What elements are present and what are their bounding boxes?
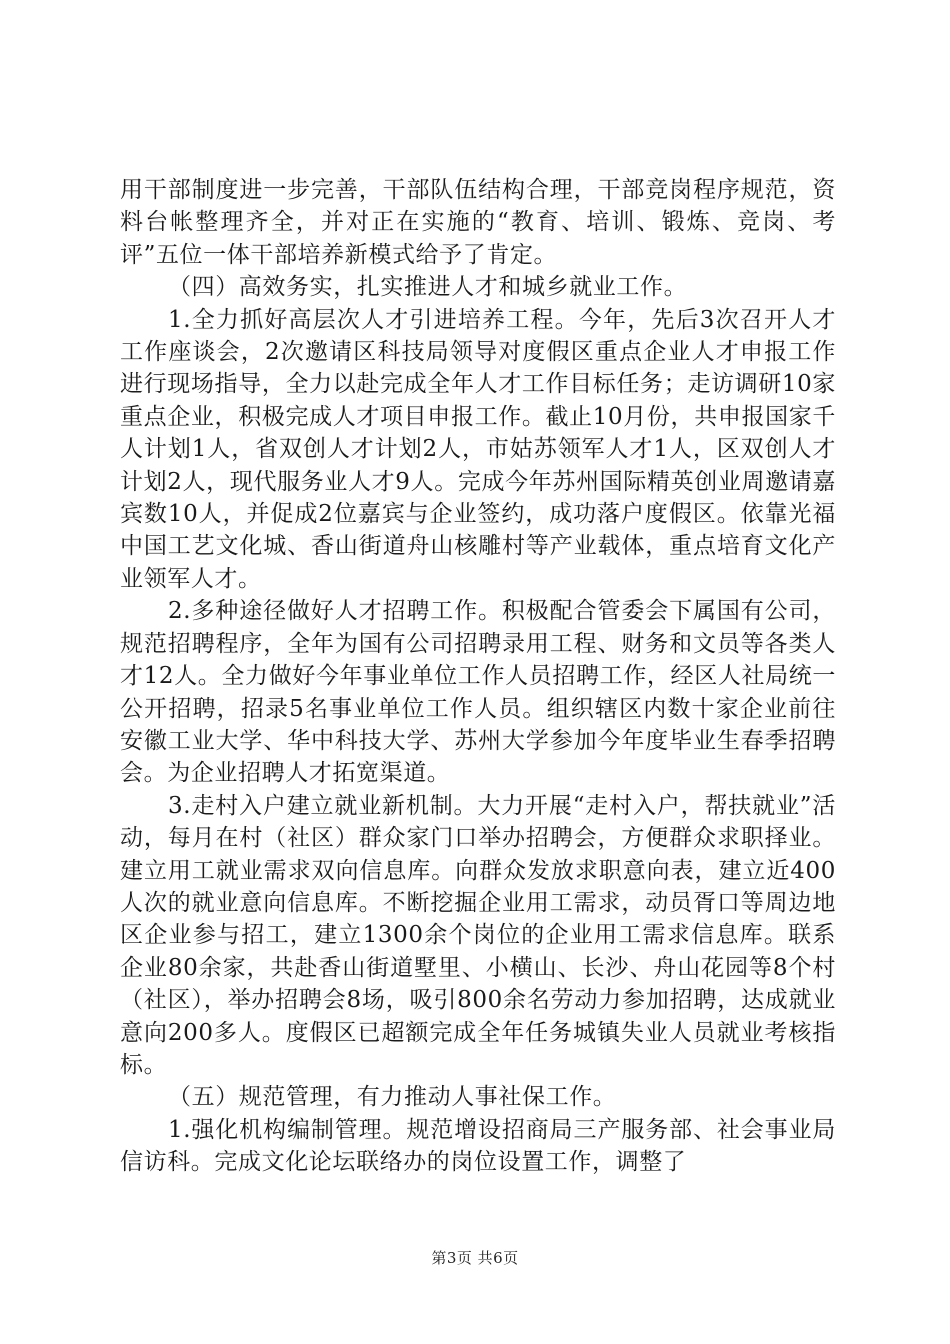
paragraph-talent-recruitment: 2.多种途径做好人才招聘工作。积极配合管委会下属国有公司，规范招聘程序，全年为国有公司招聘录用工程、财务和文员等各类人才12人。全力做好今年事业单位工作人员招聘工作，经区人社局统一公开招聘，招录5名事业单位工作人员。组织辖区内数十家企业前往安徽工业大学、华中科技大学、苏州大学参加今年度毕业生春季招聘会。为企业招聘人才拓宽渠道。 xyxy=(120,598,836,787)
paragraph-organization-staffing: 1.强化机构编制管理。规范增设招商局三产服务部、社会事业局信访科。完成文化论坛联络办的岗位设置工作，调整了 xyxy=(120,1116,836,1176)
paragraph-employment-mechanism: 3.走村入户建立就业新机制。大力开展“走村入户，帮扶就业”活动，每月在村（社区）群众家门口举办招聘会，方便群众求职择业。建立用工就业需求双向信息库。向群众发放求职意向表，建立近400人次的就业意向信息库。不断挖掘企业用工需求，动员胥口等周边地区企业参与招工，建立1300余个岗位的企业用工需求信息库。联系企业80余家，共赴香山街道墅里、小横山、长沙、舟山花园等8个村（社区），举办招聘会8场，吸引800余名劳动力参加招聘，达成就业意向200多人。度假区已超额完成全年任务城镇失业人员就业考核指标。 xyxy=(120,792,836,1078)
document-body xyxy=(120,174,836,1179)
paragraph-high-level-talent: 1.全力抓好高层次人才引进培养工程。今年，先后3次召开人才工作座谈会，2次邀请区科技局领导对度假区重点企业人才申报工作进行现场指导，全力以赴完成全年人才工作目标任务；走访调研10家重点企业，积极完成人才项目申报工作。截止10月份，共申报国家千人计划1人，省双创人才计划2人，市姑苏领军人才1人，区双创人才计划2人，现代服务业人才9人。完成今年苏州国际精英创业周邀请嘉宾数10人，并促成2位嘉宾与企业签约，成功落户度假区。依靠光福中国工艺文化城、香山街道舟山核雕村等产业载体，重点培育文化产业领军人才。 xyxy=(120,306,836,592)
paragraph-cadre-system: 用干部制度进一步完善，干部队伍结构合理，干部竞岗程序规范，资料台帐整理齐全，并对正在实施的“教育、培训、锻炼、竞岗、考评”五位一体干部培养新模式给予了肯定。 xyxy=(120,177,836,268)
page-number-footer: 第3页 共6页 xyxy=(431,1249,519,1267)
section-heading-talent-employment: （四）高效务实，扎实推进人才和城乡就业工作。 xyxy=(168,274,688,301)
section-heading-personnel-social-security: （五）规范管理，有力推动人事社保工作。 xyxy=(168,1084,617,1111)
